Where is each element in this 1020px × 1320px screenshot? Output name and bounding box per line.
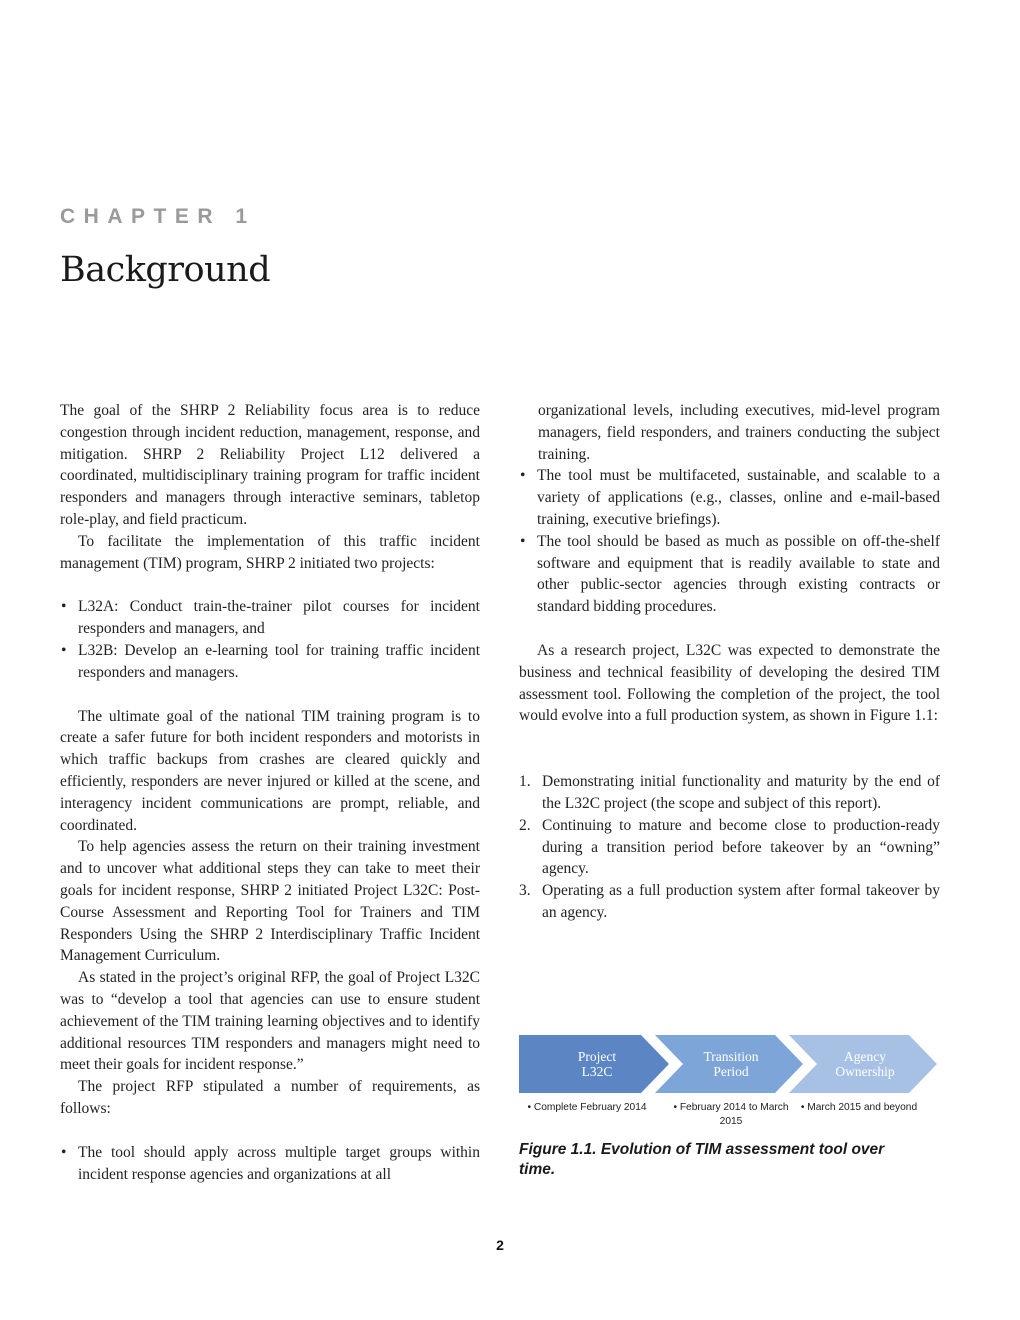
paragraph: As stated in the project’s original RFP, the goal of Project L32C was to “develop a tool that agencies can use to ensure student achievement of the TIM training learning objectives and to identify additional resources TIM responders and managers might need to meet their goals for incident response.” — [60, 969, 480, 1074]
paragraph: To facilitate the implementation of this traffic incident management (TIM) program, SHRP 2 initiated two projects: — [60, 532, 480, 572]
process-arrow-diagram — [519, 1033, 940, 1095]
list-item-continuation: organizational levels, including executives, mid-level program managers, field responders, and trainers conducting the subject training. — [538, 402, 940, 463]
list-item: 1. Demonstrating initial functionality and maturity by the end of the L32C project (the scope and subject of this report). — [519, 773, 940, 812]
project-bullet-list — [60, 596, 480, 683]
stage-label-2b: Period — [713, 1064, 749, 1079]
list-item: • L32B: Develop an e-learning tool for training traffic incident responders and managers. — [61, 641, 480, 681]
bullet-icon: • — [61, 1143, 67, 1161]
bullet-icon: • — [520, 467, 526, 485]
right-column — [519, 400, 940, 924]
list-item: • L32A: Conduct train-the-trainer pilot courses for incident responders and managers, and — [61, 598, 480, 638]
chapter-title: Background — [60, 250, 271, 290]
stage-note-1: • Complete February 2014 — [527, 1102, 647, 1113]
chapter-label: CHAPTER 1 — [60, 205, 256, 228]
stage-note-3: • March 2015 and beyond — [800, 1102, 918, 1113]
evolution-numbered-list — [519, 771, 940, 924]
page-number: 2 — [496, 1237, 504, 1253]
stage-label-2: Transition — [703, 1049, 759, 1064]
list-item: • The tool should be based as much as possible on off-the-shelf software and equipment that is readily available to state and other public-sector agencies through existing contracts or standard bidding procedures. — [520, 532, 940, 616]
list-item: 3. Operating as a full production system after formal takeover by an agency. — [519, 882, 940, 921]
requirements-bullet-list — [60, 1142, 480, 1186]
paragraph: The project RFP stipulated a number of requirements, as follows: — [60, 1078, 480, 1117]
bullet-icon: • — [61, 641, 67, 659]
stage-label-1: Project — [577, 1049, 617, 1064]
requirements-bullet-list — [519, 465, 940, 618]
stage-label-3b: Ownership — [835, 1064, 895, 1079]
stage-label-1b: L32C — [581, 1064, 613, 1079]
list-item: 2. Continuing to mature and become close to production-ready during a transition period before takeover by an “owning” agency. — [519, 816, 940, 878]
figure-evolution — [519, 1033, 940, 1133]
list-item: • The tool must be multifaceted, sustainable, and scalable to a variety of applications (e.g., classes, online and e-mail-based training, executive briefings). — [520, 467, 940, 528]
bullet-icon: • — [61, 598, 67, 616]
paragraph: The ultimate goal of the national TIM training program is to create a safer future for both incident responders and motorists in which traffic backups from crashes are cleared quickly and efficiently, responders are never injured or killed at the scene, and interagency incident communications are prompt, reliable, and coordinated. — [60, 707, 480, 834]
paragraph: As a research project, L32C was expected to demonstrate the business and technical feasibility of developing the desired TIM assessment tool. Following the completion of the project, the tool would evolve into a full production system, as shown in Figure 1.1: — [519, 641, 940, 725]
figure-caption: Figure 1.1. Evolution of TIM assessment tool over time. — [519, 1141, 885, 1178]
stage-label-3: Agency — [844, 1049, 886, 1064]
paragraph: The goal of the SHRP 2 Reliability focus area is to reduce congestion through incident reduction, management, response, and mitigation. SHRP 2 Reliability Project L12 delivered a coordinated, multidisciplinary training program for traffic incident responders and managers through interactive seminars, tabletop role-play, and field practicum. — [60, 402, 480, 528]
stage-note-2: • February 2014 to March 2015 — [673, 1102, 789, 1127]
bullet-icon: • — [520, 532, 526, 550]
paragraph: To help agencies assess the return on their training investment and to uncover what additional steps they can take to meet their goals for incident response, SHRP 2 initiated Project L32C: Post-Course Assessment and Reporting Tool for Trainers and TIM Responders Using the SHRP 2 Interdisciplinary Traffic Incident Management Curriculum. — [60, 838, 480, 965]
list-item: • The tool should apply across multiple target groups within incident response agencies and organizations at all — [61, 1143, 480, 1183]
left-column — [60, 400, 480, 1185]
